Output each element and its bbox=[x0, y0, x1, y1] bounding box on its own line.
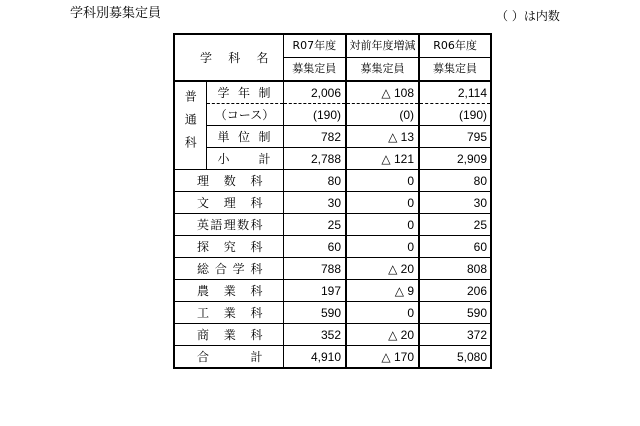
header-r06-sub: 募集定員 bbox=[419, 58, 491, 82]
r07-value: 2,788 bbox=[283, 148, 346, 170]
table-row bbox=[174, 214, 491, 236]
row-label: 小 計 bbox=[206, 148, 283, 170]
diff-value: 0 bbox=[346, 192, 419, 214]
diff-value: 0 bbox=[346, 302, 419, 324]
r07-value: 30 bbox=[283, 192, 346, 214]
table-row bbox=[174, 302, 491, 324]
row-label: 単 位 制 bbox=[206, 126, 283, 148]
r07-value: 197 bbox=[283, 280, 346, 302]
row-label: （コース） bbox=[206, 104, 283, 126]
page-title: 学科別募集定員 bbox=[70, 6, 162, 21]
diff-value: △ 20 bbox=[346, 258, 419, 280]
header-diff: 対前年度増減 bbox=[346, 34, 419, 58]
row-label: 総合学科 bbox=[174, 258, 283, 280]
table-row bbox=[174, 104, 491, 126]
header-diff-sub: 募集定員 bbox=[346, 58, 419, 82]
r06-value: 795 bbox=[419, 126, 491, 148]
total-r06-value: 5,080 bbox=[419, 346, 491, 369]
r06-value: 25 bbox=[419, 214, 491, 236]
table-row bbox=[174, 126, 491, 148]
table-row bbox=[174, 280, 491, 302]
r07-value: 590 bbox=[283, 302, 346, 324]
total-diff-value: △ 170 bbox=[346, 346, 419, 369]
table-row bbox=[174, 192, 491, 214]
r06-value: 590 bbox=[419, 302, 491, 324]
table-row bbox=[174, 170, 491, 192]
r07-value: 25 bbox=[283, 214, 346, 236]
r07-value: 2,006 bbox=[283, 81, 346, 104]
r06-value: 2,114 bbox=[419, 81, 491, 104]
r06-value: 372 bbox=[419, 324, 491, 346]
diff-value: 0 bbox=[346, 214, 419, 236]
r07-value: (190) bbox=[283, 104, 346, 126]
header-r07-year: R07年度 bbox=[283, 34, 346, 58]
table-row-total bbox=[174, 346, 491, 369]
r06-value: 60 bbox=[419, 236, 491, 258]
header-r06-year: R06年度 bbox=[419, 34, 491, 58]
r07-value: 80 bbox=[283, 170, 346, 192]
row-label: 英語理数科 bbox=[174, 214, 283, 236]
table-row bbox=[174, 81, 491, 104]
diff-value: △ 9 bbox=[346, 280, 419, 302]
diff-value: △ 20 bbox=[346, 324, 419, 346]
row-label: 文 理 科 bbox=[174, 192, 283, 214]
diff-value: (0) bbox=[346, 104, 419, 126]
row-label: 学 年 制 bbox=[206, 81, 283, 104]
total-r07-value: 4,910 bbox=[283, 346, 346, 369]
inner-count-note: （ ）は内数 bbox=[496, 9, 560, 23]
diff-value: △ 121 bbox=[346, 148, 419, 170]
r06-value: 808 bbox=[419, 258, 491, 280]
header-row-year bbox=[174, 34, 491, 58]
r07-value: 788 bbox=[283, 258, 346, 280]
diff-value: △ 108 bbox=[346, 81, 419, 104]
table-row bbox=[174, 258, 491, 280]
total-label: 合 計 bbox=[174, 346, 283, 369]
table-row bbox=[174, 148, 491, 170]
r07-value: 60 bbox=[283, 236, 346, 258]
diff-value: 0 bbox=[346, 170, 419, 192]
row-label: 工 業 科 bbox=[174, 302, 283, 324]
table-row bbox=[174, 324, 491, 346]
r06-value: 2,909 bbox=[419, 148, 491, 170]
table-row bbox=[174, 236, 491, 258]
header-dept-name: 学 科 名 bbox=[174, 34, 283, 81]
row-label: 探 究 科 bbox=[174, 236, 283, 258]
futsu-group-label: 普通科 bbox=[183, 89, 198, 159]
r07-value: 352 bbox=[283, 324, 346, 346]
futsu-group-cell bbox=[174, 81, 206, 170]
row-label: 理 数 科 bbox=[174, 170, 283, 192]
r06-value: (190) bbox=[419, 104, 491, 126]
enrollment-table bbox=[173, 33, 492, 369]
row-label: 商 業 科 bbox=[174, 324, 283, 346]
r07-value: 782 bbox=[283, 126, 346, 148]
r06-value: 80 bbox=[419, 170, 491, 192]
header-r07-sub: 募集定員 bbox=[283, 58, 346, 82]
r06-value: 30 bbox=[419, 192, 491, 214]
r06-value: 206 bbox=[419, 280, 491, 302]
diff-value: △ 13 bbox=[346, 126, 419, 148]
diff-value: 0 bbox=[346, 236, 419, 258]
row-label: 農 業 科 bbox=[174, 280, 283, 302]
